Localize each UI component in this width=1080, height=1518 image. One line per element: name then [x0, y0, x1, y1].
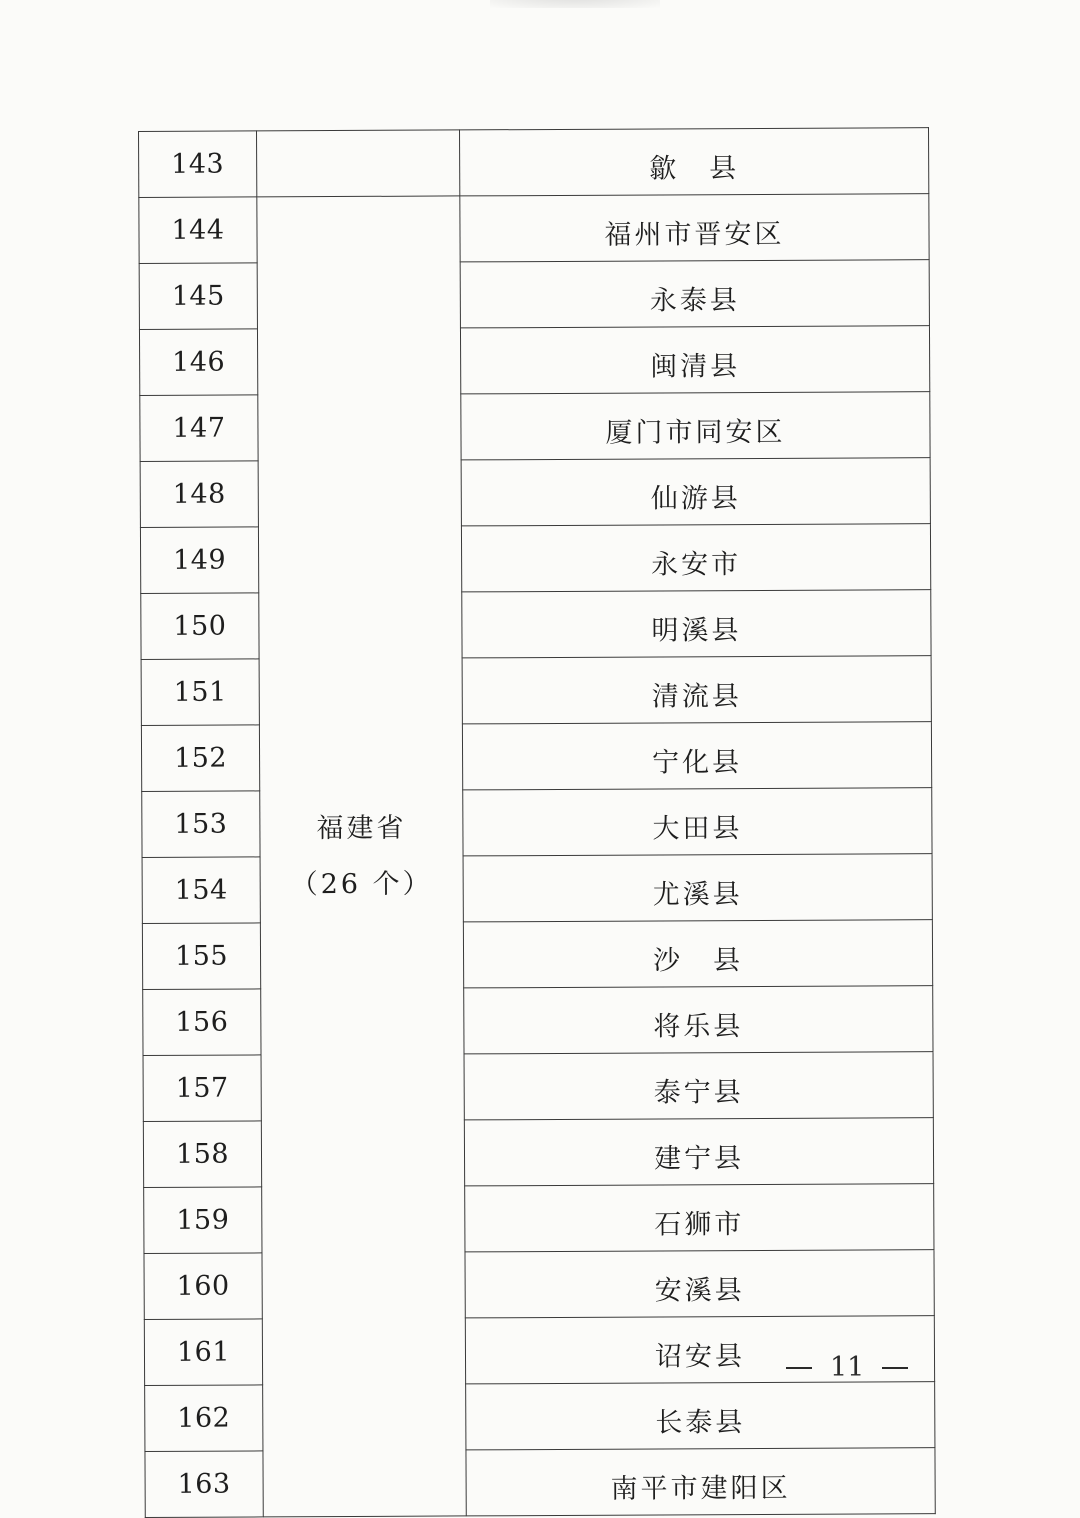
- county-name: 石狮市: [465, 1184, 934, 1252]
- row-number: 161: [144, 1319, 262, 1386]
- footer-dash-left: [786, 1367, 812, 1369]
- row-number: 146: [139, 329, 257, 396]
- county-name: 大田县: [463, 788, 932, 856]
- county-name: 厦门市同安区: [461, 392, 930, 460]
- scan-shadow: [490, 0, 660, 8]
- county-name: 永泰县: [460, 260, 929, 328]
- row-number: 159: [144, 1187, 262, 1254]
- row-number: 156: [143, 989, 261, 1056]
- row-number: 151: [141, 659, 259, 726]
- row-number: 152: [141, 725, 259, 792]
- county-name: 永安市: [461, 524, 930, 592]
- footer-dash-right: [882, 1367, 908, 1369]
- province-count: （26 个）: [290, 868, 433, 900]
- county-name: 南平市建阳区: [466, 1448, 935, 1516]
- page-footer: [786, 1352, 908, 1383]
- province-cell: [257, 196, 466, 1517]
- row-number: 163: [145, 1451, 263, 1518]
- county-name: 闽清县: [460, 326, 929, 394]
- county-name: 诏安县: [465, 1316, 934, 1384]
- county-name: 仙游县: [461, 458, 930, 526]
- row-number: 162: [145, 1385, 263, 1452]
- county-name: 明溪县: [462, 590, 931, 658]
- table-row: [139, 128, 929, 198]
- row-number: 148: [140, 461, 258, 528]
- county-name: 歙 县: [459, 128, 928, 196]
- row-number: 145: [139, 263, 257, 330]
- row-number: 160: [144, 1253, 262, 1320]
- row-number: 154: [142, 857, 260, 924]
- county-name: 宁化县: [462, 722, 931, 790]
- row-number: 157: [143, 1055, 261, 1122]
- county-name: 长泰县: [466, 1382, 935, 1450]
- row-number: 150: [141, 593, 259, 660]
- row-number: 147: [140, 395, 258, 462]
- table-row: [139, 194, 929, 264]
- row-number: 158: [143, 1121, 261, 1188]
- county-name: 尤溪县: [463, 854, 932, 922]
- page-number: 11: [830, 1352, 865, 1383]
- county-name: 福州市晋安区: [460, 194, 929, 262]
- row-number: 153: [142, 791, 260, 858]
- county-name: 将乐县: [464, 986, 933, 1054]
- county-name: 泰宁县: [464, 1052, 933, 1120]
- province-cell-empty: [257, 130, 460, 197]
- county-table: [138, 127, 936, 1518]
- county-name: 建宁县: [464, 1118, 933, 1186]
- province-name: 福建省: [316, 812, 407, 844]
- county-name: 清流县: [462, 656, 931, 724]
- row-number: 155: [142, 923, 260, 990]
- county-name: 沙 县: [463, 920, 932, 988]
- row-number: 144: [139, 197, 257, 264]
- county-name: 安溪县: [465, 1250, 934, 1318]
- row-number: 149: [140, 527, 258, 594]
- row-number: 143: [139, 131, 257, 198]
